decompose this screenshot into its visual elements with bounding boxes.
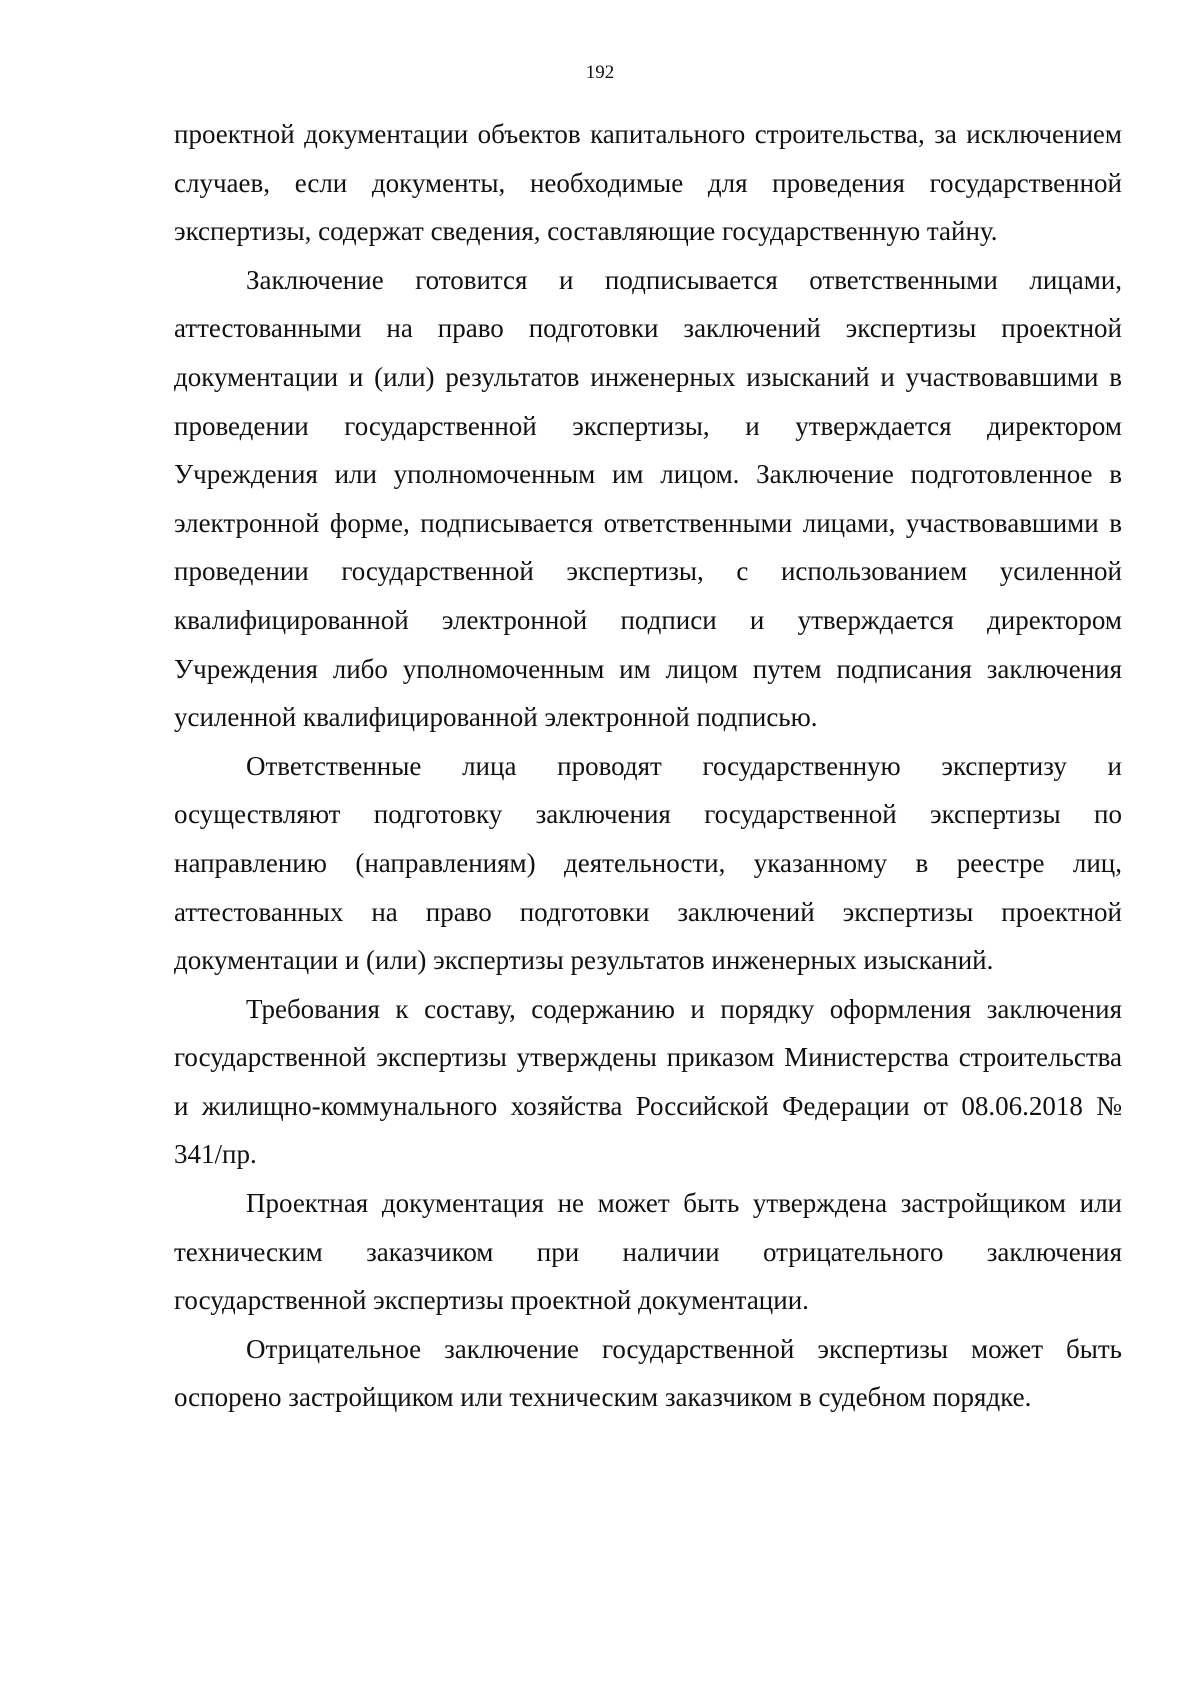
- page-number: 192: [585, 62, 615, 83]
- paragraph: Отрицательное заключение государственной экспертизы может быть оспорено застройщиком или техническим заказчиком в судебном порядке.: [174, 1333, 1122, 1413]
- paragraph: Проектная документация не может быть утверждена застройщиком или техническим заказчиком при наличии отрицательного заключения государственной экспертизы проектной документации.: [174, 1188, 1122, 1316]
- paragraph-continuation: проектной документации объектов капитального строительства, за исключением случаев, если документы, необходимые для проведения государственной экспертизы, содержат сведения, составляющие государственную тайну.: [174, 119, 1122, 247]
- paragraph: Заключение готовится и подписывается ответственными лицами, аттестованными на право подготовки заключений экспертизы проектной документации и (или) результатов инженерных изысканий и участвовавшими в проведении государственной экспертизы, и утверждается директором Учреждения или уполномоченным им лицом. Заключение подготовленное в электронной форме, подписывается ответственными лицами, участвовавшими в проведении государственной экспертизы, с использованием усиленной квалифицированной электронной подписи и утверждается директором Учреждения либо уполномоченным им лицом путем подписания заключения усиленной квалифицированной электронной подписью.: [174, 264, 1122, 733]
- paragraph: Требования к составу, содержанию и порядку оформления заключения государственной экспертизы утверждены приказом Министерства строительства и жилищно-коммунального хозяйства Российской Федерации от 08.06.2018 № 341/пр.: [174, 993, 1122, 1170]
- document-body: [174, 110, 1122, 1422]
- paragraph: Ответственные лица проводят государственную экспертизу и осуществляют подготовку заключения государственной экспертизы по направлению (направлениям) деятельности, указанному в реестре лиц, аттестованных на право подготовки заключений экспертизы проектной документации и (или) экспертизы результатов инженерных изысканий.: [174, 750, 1122, 976]
